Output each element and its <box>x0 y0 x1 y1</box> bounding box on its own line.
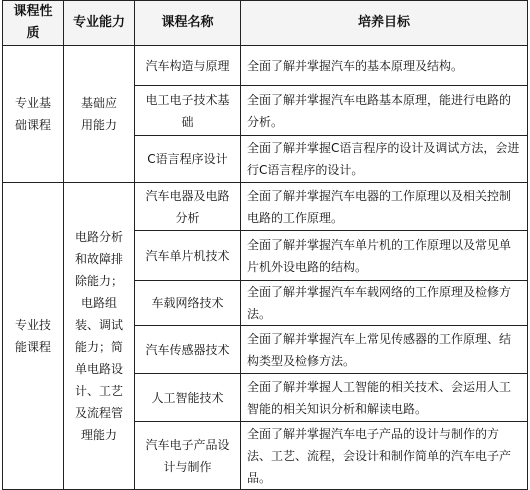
table-row <box>3 183 528 231</box>
professional-ability-cell: 基础应用能力 <box>64 46 135 183</box>
table-row <box>3 46 528 86</box>
course-name-cell: 人工智能技术 <box>135 374 241 422</box>
header-course-name: 课程名称 <box>135 1 241 46</box>
training-goal-cell: 全面了解并掌握汽车电路基本原理，能进行电路的分析。 <box>241 86 528 136</box>
header-training-goal: 培养目标 <box>241 1 528 46</box>
training-goal-cell: 全面了解并掌握汽车单片机的工作原理以及常见单片机外设电路的结构。 <box>241 231 528 281</box>
header-professional-ability: 专业能力 <box>64 1 135 46</box>
course-name-cell: 汽车构造与原理 <box>135 46 241 86</box>
course-name-cell: 电工电子技术基础 <box>135 86 241 136</box>
header-row <box>3 1 528 46</box>
professional-ability-cell: 电路分析和故障排除能力；电路组装、调试能力；简单电路设计、工艺及流程管理能力 <box>64 183 135 490</box>
training-goal-cell: 全面了解并掌握汽车电子产品的设计与制作的方法、工艺、流程，会设计和制作简单的汽车电子产品。 <box>241 422 528 490</box>
training-goal-cell: 全面了解并掌握汽车的基本原理及结构。 <box>241 46 528 86</box>
course-name-cell: 汽车电子产品设计与制作 <box>135 422 241 490</box>
training-goal-cell: 全面了解并掌握C语言程序的设计及调试方法，会进行C语言程序的设计。 <box>241 136 528 183</box>
course-name-cell: 车载网络技术 <box>135 281 241 326</box>
training-goal-cell: 全面了解并掌握汽车车载网络的工作原理及检修方法。 <box>241 281 528 326</box>
course-nature-cell: 专业技能课程 <box>3 183 64 490</box>
training-goal-cell: 全面了解并掌握汽车上常见传感器的工作原理、结构类型及检修方法。 <box>241 326 528 374</box>
curriculum-table <box>2 0 528 490</box>
course-name-cell: 汽车传感器技术 <box>135 326 241 374</box>
training-goal-cell: 全面了解并掌握汽车电器的工作原理以及相关控制电路的工作原理。 <box>241 183 528 231</box>
course-name-cell: 汽车单片机技术 <box>135 231 241 281</box>
header-course-nature: 课程性质 <box>3 1 64 46</box>
training-goal-cell: 全面了解并掌握人工智能的相关技术、会运用人工智能的相关知识分析和解读电路。 <box>241 374 528 422</box>
course-name-cell: C语言程序设计 <box>135 136 241 183</box>
course-nature-cell: 专业基础课程 <box>3 46 64 183</box>
course-name-cell: 汽车电器及电路分析 <box>135 183 241 231</box>
